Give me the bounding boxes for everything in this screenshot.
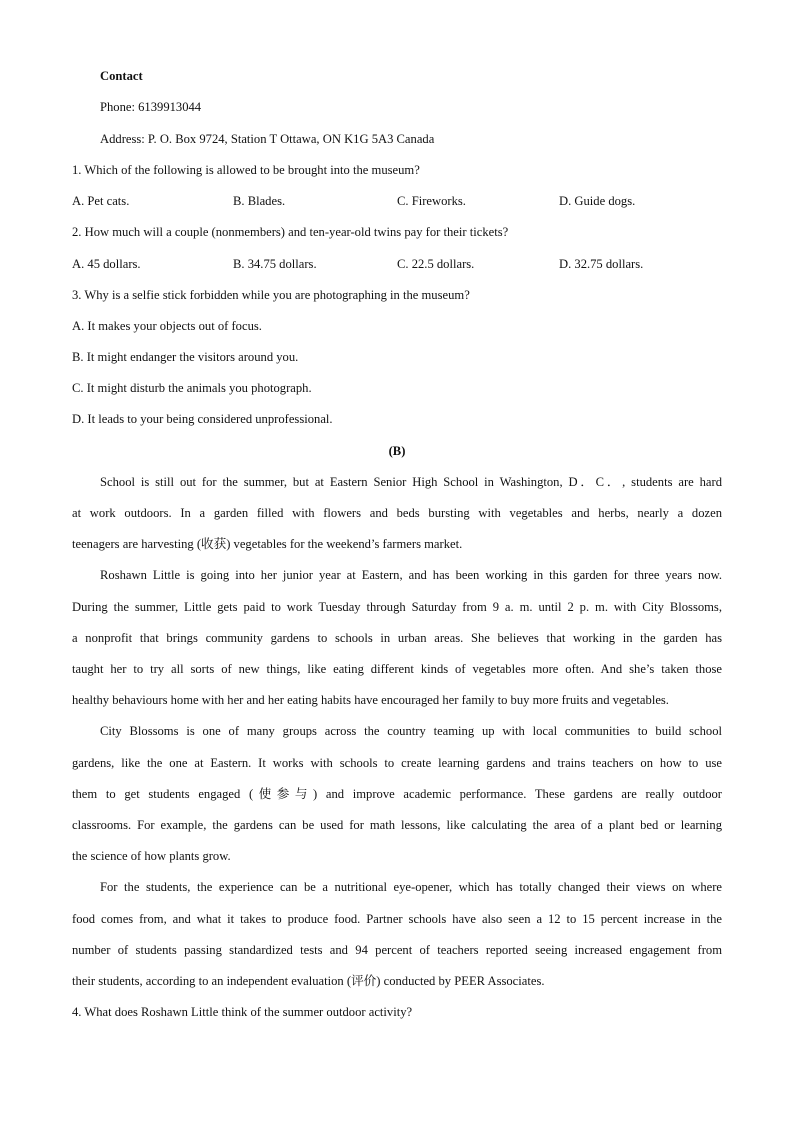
option-d: D. 32.75 dollars. xyxy=(559,257,644,271)
option-d: D. Guide dogs. xyxy=(559,194,636,208)
question-1-stem: 1. Which of the following is allowed to be brought into the museum? xyxy=(72,163,420,177)
question-3-option-b: B. It might endanger the visitors around you. xyxy=(72,350,299,364)
option-c: C. 22.5 dollars. xyxy=(397,257,475,271)
passage-line: For the students, the experience can be a nutritional eye-opener, which has totally changed their views on where xyxy=(100,880,722,894)
question-3-option-a: A. It makes your objects out of focus. xyxy=(72,319,262,333)
question-2-options xyxy=(72,256,722,272)
passage-line: gardens, like the one at Eastern. It works with schools to create learning gardens and trains teachers on how to use xyxy=(72,756,722,770)
option-b: B. 34.75 dollars. xyxy=(233,257,317,271)
contact-address: Address: P. O. Box 9724, Station T Ottawa, ON K1G 5A3 Canada xyxy=(100,132,435,146)
question-4-stem: 4. What does Roshawn Little think of the summer outdoor activity? xyxy=(72,1005,413,1019)
passage-line: taught her to try all sorts of new things, like eating different kinds of vegetables more often. And she’s taken those xyxy=(72,662,722,676)
question-3-option-c: C. It might disturb the animals you photograph. xyxy=(72,381,312,395)
question-3-option-d: D. It leads to your being considered unprofessional. xyxy=(72,412,333,426)
passage-line: number of students passing standardized tests and 94 percent of teachers reported seeing increased engagement from xyxy=(72,943,722,957)
passage-line: their students, according to an independent evaluation (评价) conducted by PEER Associates. xyxy=(72,974,545,988)
option-b: B. Blades. xyxy=(233,194,286,208)
section-b-heading: (B) xyxy=(388,444,406,458)
question-2-stem: 2. How much will a couple (nonmembers) and ten-year-old twins pay for their tickets? xyxy=(72,225,509,239)
passage-line: City Blossoms is one of many groups across the country teaming up with local communities to build school xyxy=(100,724,722,738)
contact-heading: Contact xyxy=(100,69,143,83)
passage-line: food comes from, and what it takes to produce food. Partner schools have also seen a 12 to 15 percent increase in the xyxy=(72,912,722,926)
option-a: A. 45 dollars. xyxy=(72,257,141,271)
passage-line: teenagers are harvesting (收获) vegetables for the weekend’s farmers market. xyxy=(72,537,463,551)
passage-line: During the summer, Little gets paid to work Tuesday through Saturday from 9 a. m. until 2 p. m. with City Blossoms, xyxy=(72,600,722,614)
passage-line: healthy behaviours home with her and her eating habits have encouraged her family to buy more fruits and vegetables. xyxy=(72,693,669,707)
passage-line: a nonprofit that brings community gardens to schools in urban areas. She believes that working in the garden has xyxy=(72,631,722,645)
passage-line: the science of how plants grow. xyxy=(72,849,231,863)
passage-line: at work outdoors. In a garden filled with flowers and beds bursting with vegetables and herbs, nearly a dozen xyxy=(72,506,722,520)
passage-line: School is still out for the summer, but at Eastern Senior High School in Washington, D．C．, students are hard xyxy=(100,475,722,489)
question-3-stem: 3. Why is a selfie stick forbidden while you are photographing in the museum? xyxy=(72,288,470,302)
contact-phone: Phone: 6139913044 xyxy=(100,100,202,114)
question-1-options xyxy=(72,193,722,209)
passage-line: them to get students engaged (使参与) and improve academic performance. These gardens are really outdoor xyxy=(72,787,722,801)
option-a: A. Pet cats. xyxy=(72,194,130,208)
option-c: C. Fireworks. xyxy=(397,194,466,208)
passage-line: classrooms. For example, the gardens can be used for math lessons, like calculating the area of a plant bed or learning xyxy=(72,818,722,832)
passage-line: Roshawn Little is going into her junior year at Eastern, and has been working in this garden for three years now. xyxy=(100,568,722,582)
